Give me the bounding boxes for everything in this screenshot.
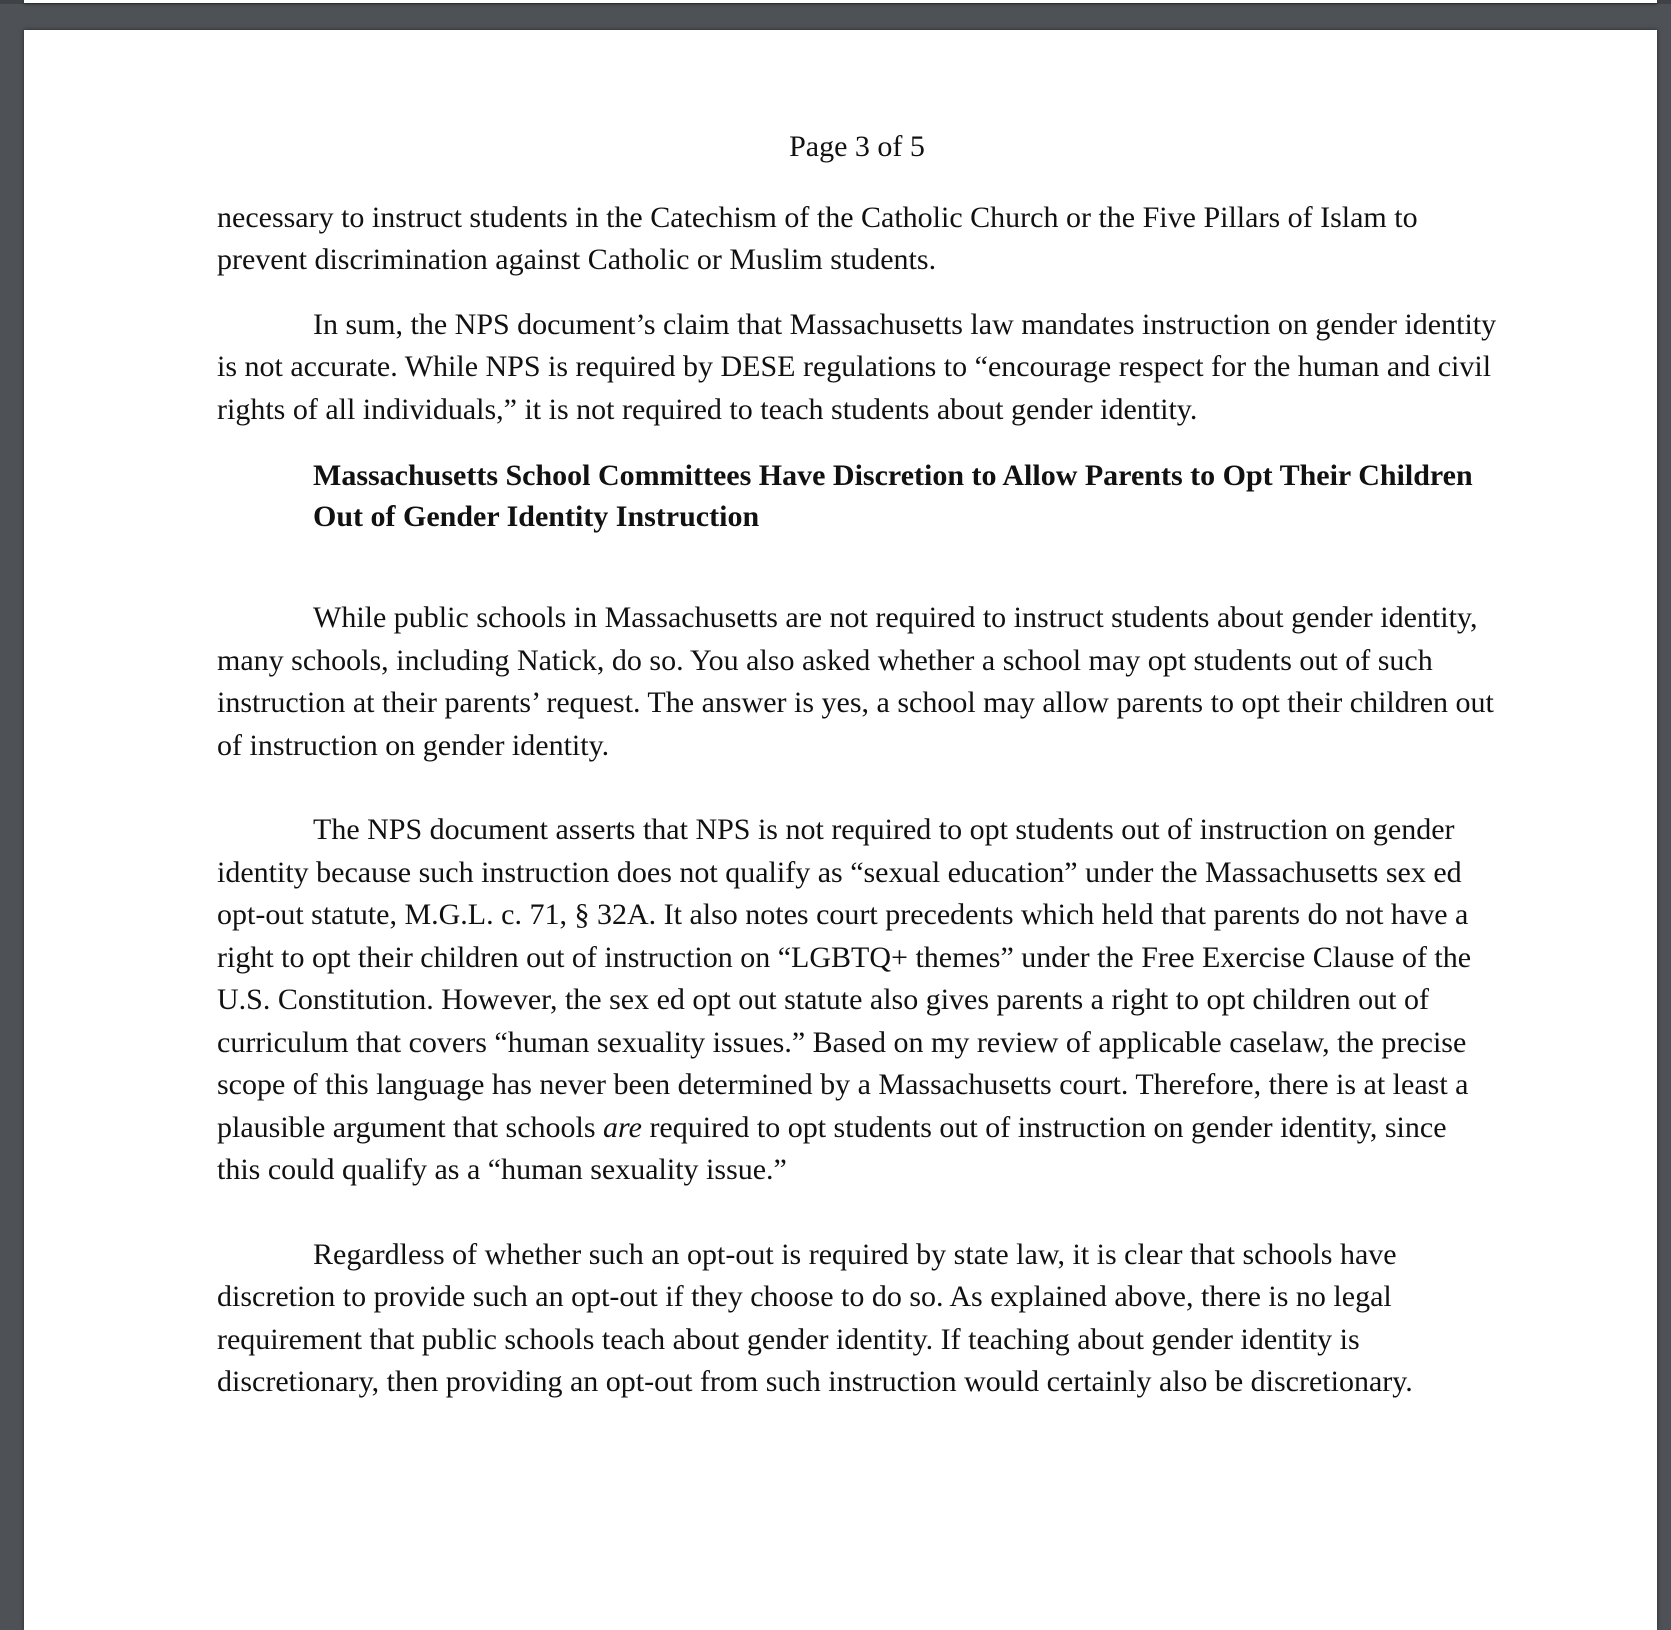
opt-question-paragraph: While public schools in Massachusetts are not required to instruct students about gender identity, many schools, including Natick, do so. You also asked whether a school may opt students out of such instruction at their parents’ request. The answer is yes, a school may allow parents to opt their children out of instruction on gender identity. (217, 601, 1494, 762)
summary-paragraph: In sum, the NPS document’s claim that Massachusetts law mandates instruction on gender identity is not accurate. While NPS is required by DESE regulations to “encourage respect for the human and civil rights of all individuals,” it is not required to teach students about gender identity. (217, 307, 1497, 426)
previous-page-edge (24, 0, 1657, 3)
nps-assertion-paragraph (217, 809, 1497, 1192)
nps-assertion-text-2: required to opt students out of instruction on gender identity, since this could qualify as a “human sexuality issue.” (217, 1110, 1447, 1186)
section-heading: Massachusetts School Committees Have Discretion to Allow Parents to Opt Their Children Out of Gender Identity Instruction (313, 459, 1473, 533)
nps-assertion-emphasis: are (603, 1110, 642, 1144)
discretion-paragraph: Regardless of whether such an opt-out is required by state law, it is clear that schools have discretion to provide such an opt-out if they choose to do so. As explained above, there is no legal requirement that public schools teach about gender identity. If teaching about gender identity is discretionary, then providing an opt-out from such instruction would certainly also be discretionary. (217, 1237, 1413, 1398)
continuation-paragraph: necessary to instruct students in the Catechism of the Catholic Church or the Five Pillars of Islam to prevent discrimination against Catholic or Muslim students. (217, 200, 1418, 276)
nps-assertion-text-1: The NPS document asserts that NPS is not required to opt students out of instruction on gender identity because such instruction does not qualify as “sexual education” under the Massachusetts sex ed opt-out statute, M.G.L. c. 71, § 32A. It also notes court precedents which held that parents do not have a right to opt their children out of instruction on “LGBTQ+ themes” under the Free Exercise Clause of the U.S. Constitution. However, the sex ed opt out statute also gives parents a right to opt children out of curriculum that covers “human sexuality issues.” Based on my review of applicable caselaw, the precise scope of this language has never been determined by a Massachusetts court. Therefore, there is at least a plausible argument that schools (217, 813, 1472, 1144)
page-content (217, 126, 1497, 1426)
document-page (24, 30, 1657, 1630)
page-number: Page 3 of 5 (789, 130, 925, 163)
